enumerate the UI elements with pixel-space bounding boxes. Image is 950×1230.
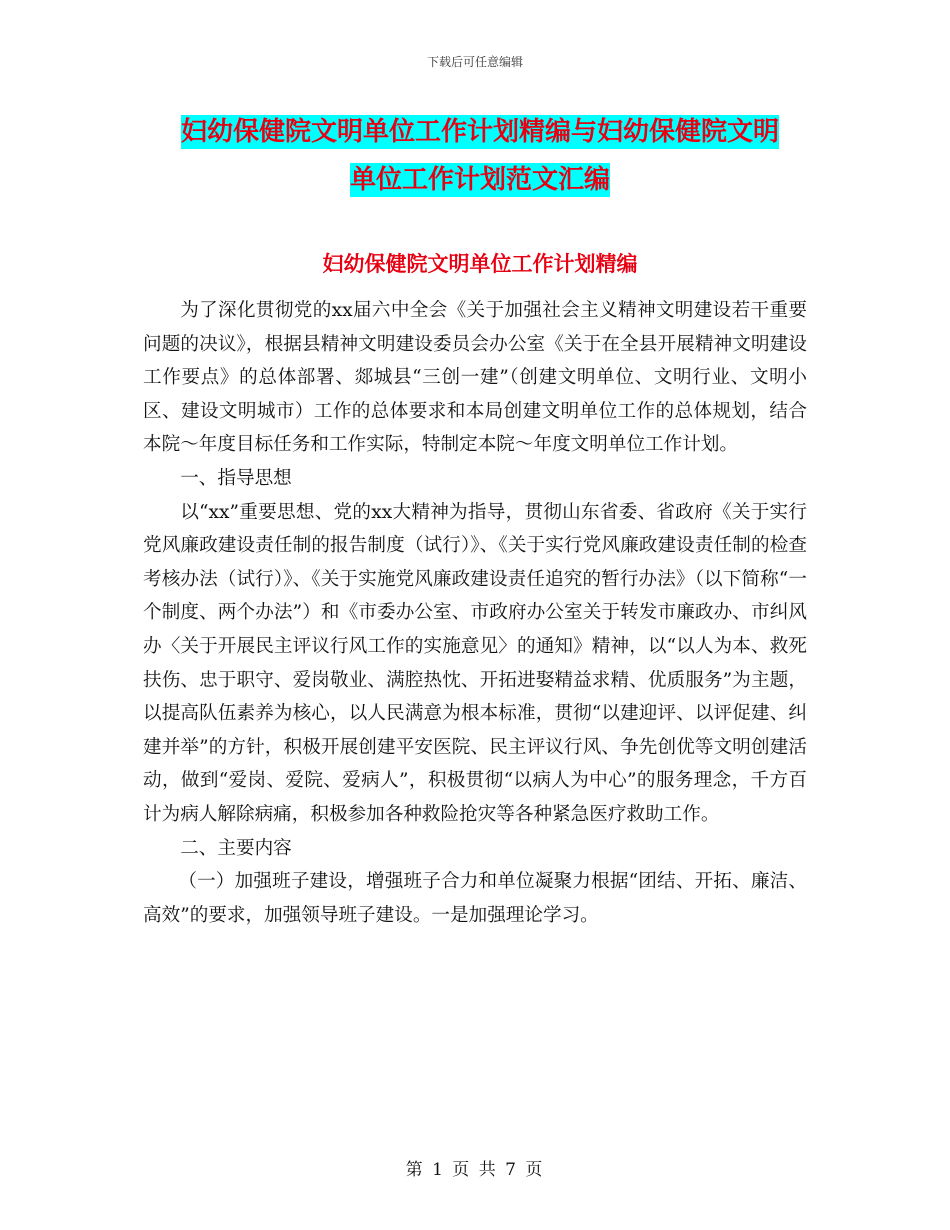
page-number: 第 1 页 共 7 页 — [405, 1160, 545, 1180]
document-body — [143, 294, 807, 932]
paragraph-main-content: （一）加强班子建设，增强班子合力和单位凝聚力根据“团结、开拓、廉洁、高效”的要求，加强领导班子建设。一是加强理论学习。 — [143, 871, 807, 926]
paragraph-intro: 为了深化贯彻党的xx届六中全会《关于加强社会主义精神文明建设若干重要问题的决议》，根据县精神文明建设委员会办公室《关于在全县开展精神文明建设工作要点》的总体部署、郯城县“三创一建”（创建文明单位、文明行业、文明小区、建设文明城市）工作的总体要求和本局创建文明单位工作的总体规划，结合本院～年度目标任务和工作实际，特制定本院～年度文明单位工作计划。 — [143, 300, 807, 456]
heading-guiding-thought: 一、指导思想 — [180, 467, 292, 489]
title-line-2: 单位工作计划范文汇编 — [349, 165, 610, 195]
title-line-1: 妇幼保健院文明单位工作计划精编与妇幼保健院文明 — [180, 117, 779, 147]
section-title: 妇幼保健院文明单位工作计划精编 — [322, 252, 638, 276]
document-title — [140, 108, 820, 204]
heading-main-content: 二、主要内容 — [180, 837, 292, 859]
header-note: 下载后可任意编辑 — [426, 55, 523, 69]
paragraph-guiding-thought: 以“xx”重要思想、党的xx大精神为指导，贯彻山东省委、省政府《关于实行党风廉政建设责任制的报告制度（试行）》、《关于实行党风廉政建设责任制的检查考核办法（试行）》、《关于实施党风廉政建设责任追究的暂行办法》（以下简称“一个制度、两个办法”）和《市委办公室、市政府办公室关于转发市廉政办、市纠风办〈关于开展民主评议行风工作的实施意见〉的通知》精神，以“以人为本、救死扶伤、忠于职守、爱岗敬业、满腔热忱、开拓进娶精益求精、优质服务”为主题，以提高队伍素养为核心，以人民满意为根本标准，贯彻“以建迎评、以评促建、纠建并举”的方针，积极开展创建平安医院、民主评议行风、争先创优等文明创建活动，做到“爱岗、爱院、爱病人”，积极贯彻“以病人为中心”的服务理念，千方百计为病人解除病痛，积极参加各种救险抢灾等各种紧急医疗救助工作。 — [143, 501, 807, 825]
